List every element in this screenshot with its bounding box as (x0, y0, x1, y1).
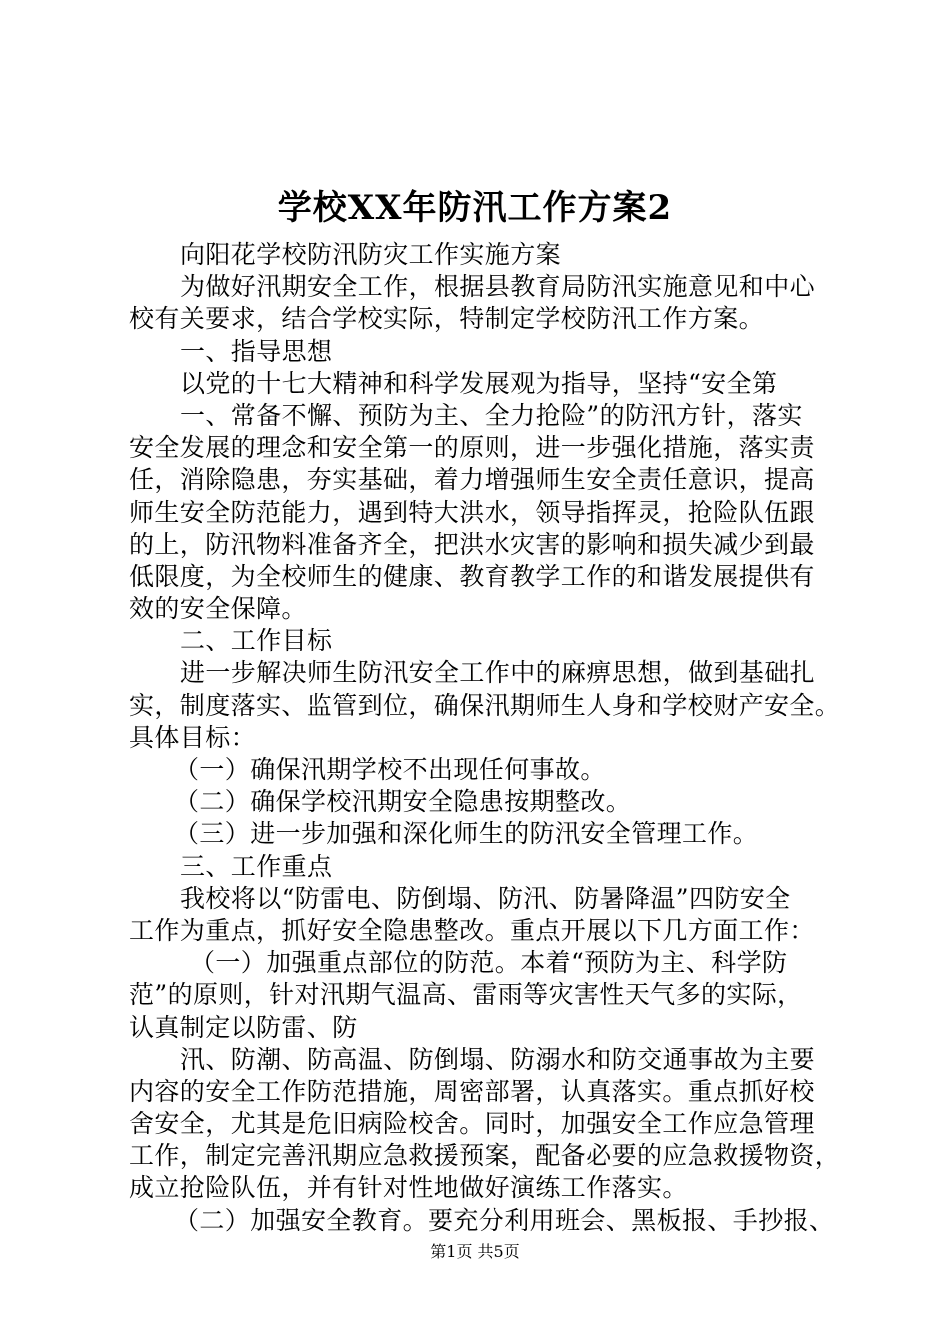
list-item: （二）确保学校汛期安全隐患按期整改。 (174, 787, 632, 817)
paragraph-line: 效的安全保障。 (129, 594, 307, 624)
list-item: （一）确保汛期学校不出现任何事故。 (174, 755, 606, 784)
section-heading: 二、工作目标 (180, 626, 333, 656)
paragraph-line: 进一步解决师生防汛安全工作中的麻痹思想，做到基础扎 (180, 658, 816, 688)
paragraph-line: 工作为重点，抓好安全隐患整改。重点开展以下几方面工作： (129, 915, 815, 945)
paragraph-line: 任，消除隐患，夯实基础，着力增强师生安全责任意识，提高 (129, 465, 815, 495)
paragraph-line: 的上，防汛物料准备齐全，把洪水灾害的影响和损失减少到最 (129, 529, 815, 559)
paragraph-line: 成立抢险队伍，并有针对性地做好演练工作落实。 (129, 1173, 688, 1203)
paragraph-line: 舍安全，尤其是危旧病险校舍。同时，加强安全工作应急管理 (129, 1109, 815, 1139)
paragraph-line: 具体目标： (129, 722, 257, 752)
paragraph-line: （二）加强安全教育。要充分利用班会、黑板报、手抄报、 (174, 1205, 835, 1235)
paragraph-line: 为做好汛期安全工作，根据县教育局防汛实施意见和中心 (180, 272, 816, 302)
paragraph-line: （一）加强重点部位的防范。本着“预防为主、科学防 (190, 948, 788, 978)
section-heading: 一、指导思想 (180, 336, 333, 366)
subtitle-line: 向阳花学校防汛防灾工作实施方案 (180, 240, 562, 269)
paragraph-line: 低限度，为全校师生的健康、教育教学工作的和谐发展提供有 (129, 561, 815, 591)
page-number: 第1页 共5页 (430, 1242, 520, 1261)
document-title: 学校XX年防汛工作方案2 (277, 188, 673, 228)
paragraph-line: 范”的原则，针对汛期气温高、雷雨等灾害性天气多的实际， (129, 980, 803, 1010)
paragraph-line: 工作，制定完善汛期应急救援预案，配备必要的应急救援物资， (129, 1141, 841, 1171)
paragraph-line: 认真制定以防雷、防 (129, 1012, 358, 1042)
section-heading: 三、工作重点 (180, 851, 333, 881)
document-body (129, 239, 841, 1237)
paragraph-line: 汛、防潮、防高温、防倒塌、防溺水和防交通事故为主要 (180, 1044, 816, 1074)
paragraph-line: 内容的安全工作防范措施，周密部署，认真落实。重点抓好校 (129, 1076, 815, 1106)
paragraph-line: 校有关要求，结合学校实际，特制定学校防汛工作方案。 (129, 304, 765, 334)
paragraph-line: 安全发展的理念和安全第一的原则，进一步强化措施，落实责 (129, 433, 815, 463)
paragraph-line: 师生安全防范能力，遇到特大洪水，领导指挥灵，抢险队伍跟 (129, 497, 815, 527)
paragraph-line: 我校将以“防雷电、防倒塌、防汛、防暑降温”四防安全 (180, 883, 791, 913)
list-item: （三）进一步加强和深化师生的防汛安全管理工作。 (174, 819, 759, 849)
paragraph-line: 一、常备不懈、预防为主、全力抢险”的防汛方针，落实 (180, 400, 803, 430)
paragraph-line: 以党的十七大精神和科学发展观为指导，坚持“安全第 (180, 368, 778, 398)
paragraph-line: 实，制度落实、监管到位，确保汛期师生人身和学校财产安全。 (129, 690, 841, 720)
